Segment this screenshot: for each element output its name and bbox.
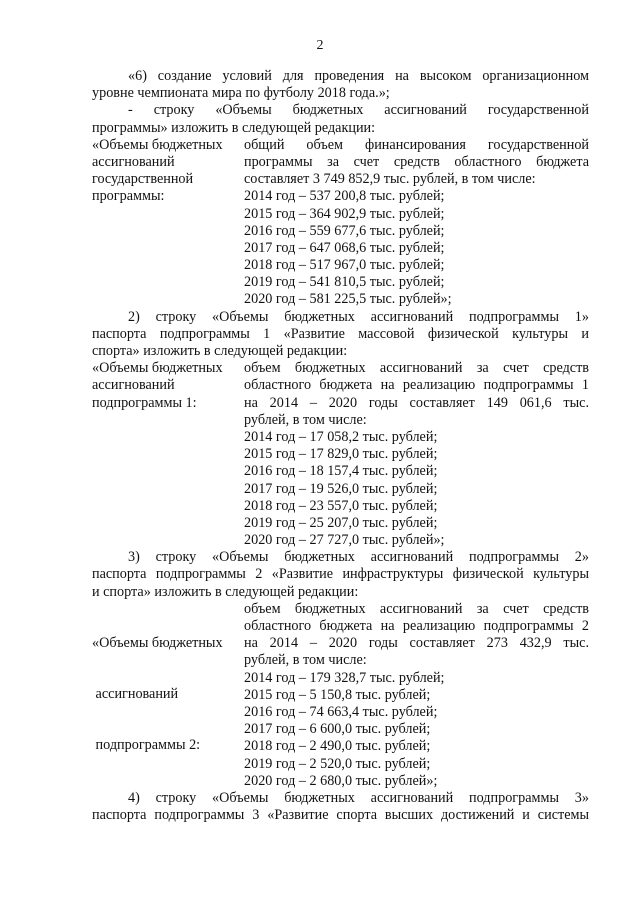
value-line: рублей, в том числе:	[244, 652, 367, 669]
block-label	[92, 137, 244, 309]
intro-paragraph	[92, 68, 589, 137]
text-line: паспорта подпрограммы 1 «Развитие массовой физической культуры и	[92, 325, 589, 342]
label-line: ассигнований	[92, 686, 179, 702]
label-line: подпрограммы 1:	[92, 394, 197, 411]
year-line: 2019 год – 25 207,0 тыс. рублей;	[244, 514, 438, 531]
year-line: 2014 год – 537 200,8 тыс. рублей;	[244, 188, 445, 205]
label-line: «Объемы бюджетных	[92, 360, 223, 377]
value-line: общий объем финансирования государственной	[244, 136, 589, 153]
year-line: 2014 год – 179 328,7 тыс. рублей;	[244, 669, 445, 686]
year-line: 2017 год – 6 600,0 тыс. рублей;	[244, 721, 431, 738]
text-line: спорта» изложить в следующей редакции:	[92, 343, 348, 359]
page-number: 2	[316, 38, 324, 53]
value-line: рублей, в том числе:	[244, 411, 367, 428]
budget-block-state-program	[92, 137, 589, 309]
paragraph-2	[92, 309, 589, 361]
year-line: 2018 год – 517 967,0 тыс. рублей;	[244, 257, 445, 274]
block-value	[244, 360, 589, 549]
text-line: 3) строку «Объемы бюджетных ассигнований подпрограммы 2»	[128, 549, 589, 566]
year-line: 2020 год – 27 727,0 тыс. рублей»;	[244, 532, 445, 549]
year-line: 2015 год – 364 902,9 тыс. рублей;	[244, 205, 445, 222]
year-line: 2018 год – 2 490,0 тыс. рублей;	[244, 738, 431, 755]
label-line: ассигнований	[92, 153, 175, 170]
block-value	[244, 137, 589, 309]
text-line: уровне чемпионата мира по футболу 2018 года.»;	[92, 85, 390, 102]
block-label	[92, 601, 244, 790]
paragraph-4	[92, 790, 589, 824]
text-line: программы» изложить в следующей редакции:	[92, 119, 376, 136]
budget-block-subprogram-2	[92, 601, 589, 790]
label-line: подпрограммы 2:	[92, 737, 201, 754]
text-line: паспорта подпрограммы 3 «Развитие спорта высших достижений и системы	[92, 807, 589, 824]
label-line: программы:	[92, 188, 165, 205]
year-line: 2016 год – 559 677,6 тыс. рублей;	[244, 222, 445, 239]
text-line: «6) создание условий для проведения на высоком организационном	[128, 68, 589, 84]
year-line: 2016 год – 18 157,4 тыс. рублей;	[244, 463, 438, 480]
year-line: 2017 год – 19 526,0 тыс. рублей;	[244, 480, 438, 497]
document-body	[92, 68, 589, 824]
year-line: 2020 год – 581 225,5 тыс. рублей»;	[244, 291, 452, 308]
text-line: - строку «Объемы бюджетных ассигнований государственной	[128, 102, 589, 119]
value-line: объем бюджетных ассигнований за счет средств	[244, 600, 589, 617]
text-line: 4) строку «Объемы бюджетных ассигнований подпрограммы 3»	[128, 789, 589, 806]
value-line: составляет 3 749 852,9 тыс. рублей, в том числе:	[244, 171, 536, 188]
year-line: 2019 год – 2 520,0 тыс. рублей;	[244, 755, 431, 772]
year-line: 2020 год – 2 680,0 тыс. рублей»;	[244, 772, 438, 789]
year-line: 2015 год – 5 150,8 тыс. рублей;	[244, 686, 431, 703]
budget-block-subprogram-1	[92, 360, 589, 549]
text-line: 2) строку «Объемы бюджетных ассигнований подпрограммы 1»	[128, 308, 589, 325]
value-line: на 2014 – 2020 годы составляет 273 432,9 тыс.	[244, 635, 589, 652]
text-line: паспорта подпрограммы 2 «Развитие инфраструктуры физической культуры	[92, 566, 589, 583]
value-line: областного бюджета на реализацию подпрограммы 2	[244, 618, 589, 634]
year-line: 2018 год – 23 557,0 тыс. рублей;	[244, 497, 438, 514]
label-line: «Объемы бюджетных	[92, 136, 223, 153]
label-line: государственной	[92, 171, 194, 188]
label-line: ассигнований	[92, 377, 175, 394]
year-line: 2015 год – 17 829,0 тыс. рублей;	[244, 446, 438, 463]
year-line: 2016 год – 74 663,4 тыс. рублей;	[244, 703, 438, 720]
value-line: на 2014 – 2020 годы составляет 149 061,6 тыс.	[244, 394, 589, 411]
year-line: 2017 год – 647 068,6 тыс. рублей;	[244, 239, 445, 256]
value-line: программы за счет средств областного бюджета	[244, 153, 589, 170]
value-line: объем бюджетных ассигнований за счет средств	[244, 360, 589, 377]
year-line: 2019 год – 541 810,5 тыс. рублей;	[244, 274, 445, 291]
label-line: «Объемы бюджетных	[92, 634, 223, 651]
paragraph-3	[92, 549, 589, 601]
year-line: 2014 год – 17 058,2 тыс. рублей;	[244, 428, 438, 445]
block-value	[244, 601, 589, 790]
block-label	[92, 360, 244, 549]
value-line: областного бюджета на реализацию подпрограммы 1	[244, 377, 589, 394]
text-line: и спорта» изложить в следующей редакции:	[92, 583, 359, 600]
